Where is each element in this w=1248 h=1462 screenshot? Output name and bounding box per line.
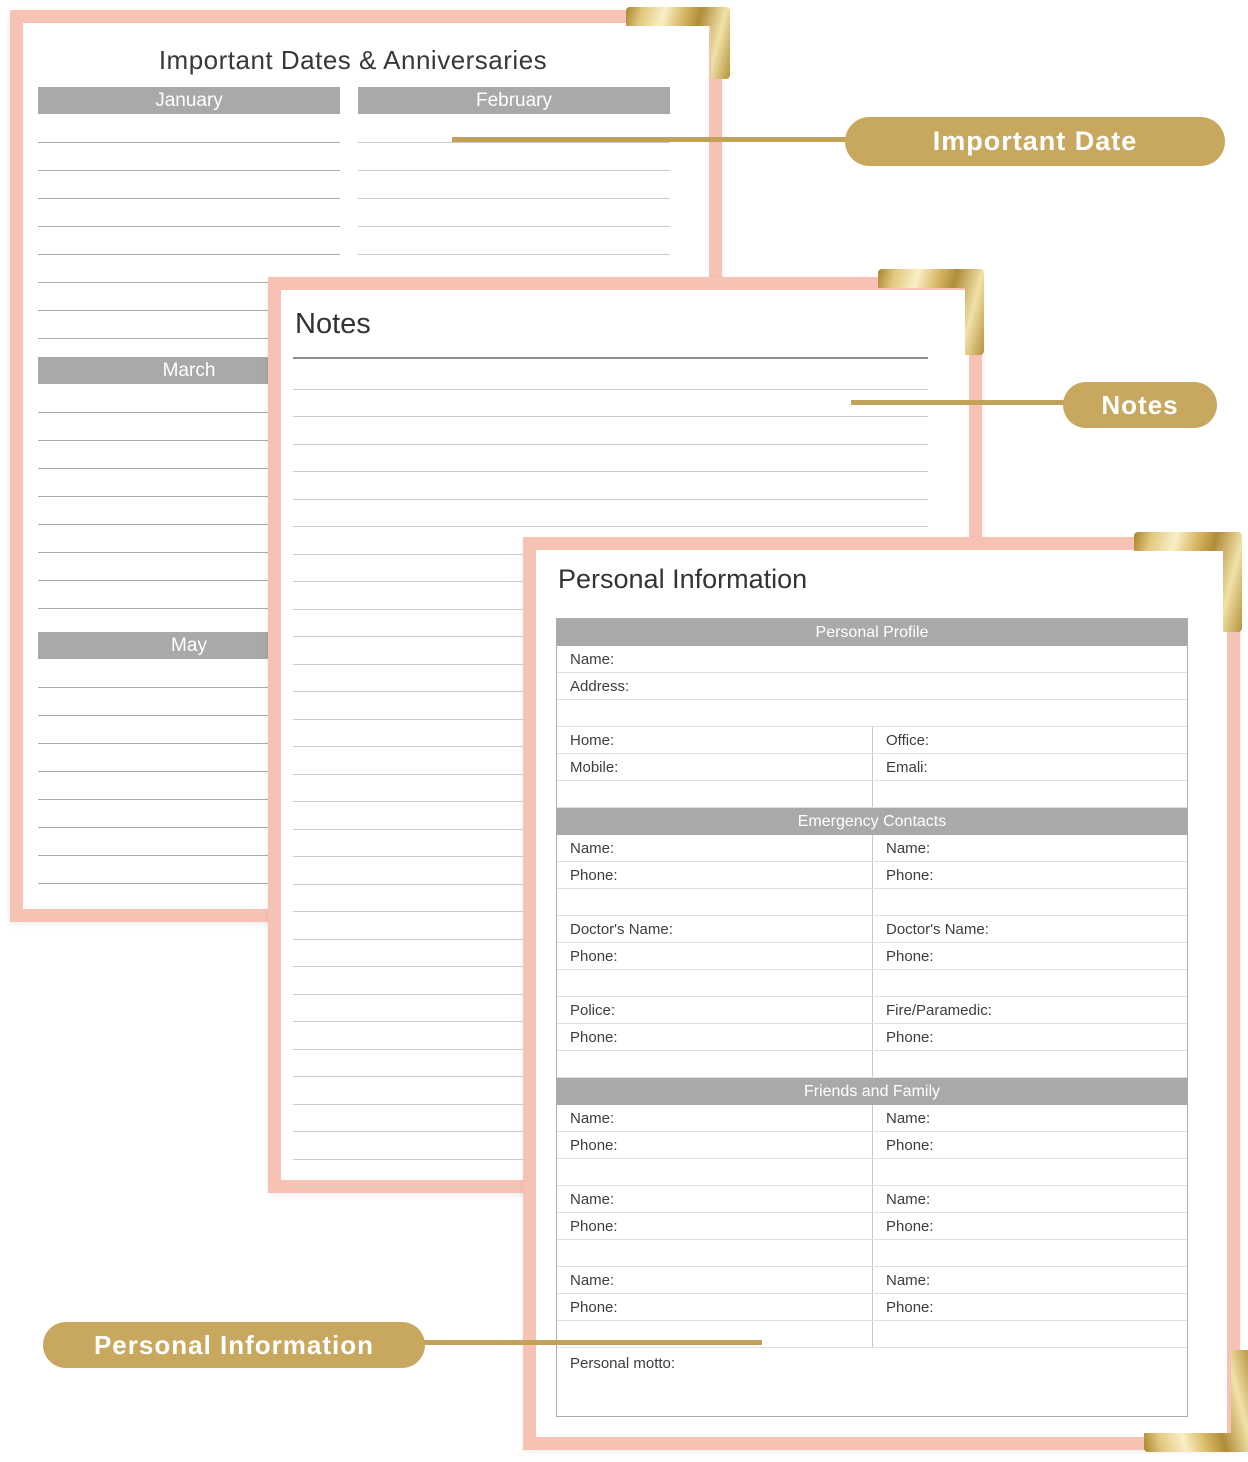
field-label: Fire/Paramedic: — [886, 1002, 992, 1019]
ruled-line — [293, 390, 928, 418]
personal-info-table — [556, 618, 1188, 1417]
month-header-may: May — [38, 632, 340, 659]
ruled-line — [293, 500, 928, 528]
form-field — [557, 1132, 872, 1158]
notes-page-title: Notes — [295, 308, 371, 340]
form-field — [872, 835, 1187, 861]
form-field — [557, 754, 872, 780]
callout-line-personal-information — [424, 1340, 762, 1345]
ruled-line — [358, 143, 670, 171]
form-row — [557, 1213, 1187, 1240]
empty-row — [557, 700, 1187, 727]
field-label: Phone: — [570, 867, 618, 884]
field-label: Name: — [570, 840, 615, 857]
ruled-line — [293, 445, 928, 473]
form-row — [557, 862, 1187, 889]
field-label: Name: — [570, 1191, 615, 1208]
field-label: Name: — [570, 651, 615, 668]
personal-motto-row — [557, 1348, 1187, 1416]
form-row — [557, 835, 1187, 862]
form-field — [557, 1213, 872, 1239]
field-label: Phone: — [570, 948, 618, 965]
field-label: Phone: — [570, 1137, 618, 1154]
form-field — [557, 1105, 872, 1131]
field-label: Name: — [886, 1191, 931, 1208]
form-field — [872, 1105, 1187, 1131]
field-label: Phone: — [570, 1299, 618, 1316]
empty-row — [557, 970, 1187, 997]
form-field — [557, 727, 872, 753]
field-label: Name: — [886, 1110, 931, 1127]
personal-information-sheet — [536, 550, 1227, 1437]
section-header-label: Emergency Contacts — [797, 813, 947, 830]
empty-row — [557, 1159, 1187, 1186]
empty-row — [557, 1240, 1187, 1267]
section-header — [557, 619, 1187, 646]
ruled-line — [38, 143, 340, 171]
form-field — [557, 1267, 872, 1293]
form-field — [557, 1024, 872, 1050]
form-field — [557, 916, 872, 942]
personal-page-title: Personal Information — [558, 564, 808, 594]
form-field — [557, 997, 872, 1023]
field-label: Name: — [570, 1110, 615, 1127]
field-label: Name: — [886, 840, 931, 857]
ruled-line — [38, 227, 340, 255]
callout-line-important-date — [452, 137, 850, 142]
form-field — [872, 916, 1187, 942]
empty-row — [557, 889, 1187, 916]
ruled-line — [38, 199, 340, 227]
form-row — [557, 1294, 1187, 1321]
field-label: Phone: — [570, 1218, 618, 1235]
ruled-line — [38, 115, 340, 143]
form-field — [872, 727, 1187, 753]
ruled-line — [293, 417, 928, 445]
form-row — [557, 1267, 1187, 1294]
form-field — [872, 1024, 1187, 1050]
empty-row — [557, 1051, 1187, 1078]
callout-badge-important-date: Important Date — [845, 117, 1225, 166]
field-label: Doctor's Name: — [886, 921, 989, 938]
form-field — [872, 1294, 1187, 1320]
ruled-line — [358, 171, 670, 199]
ruled-line — [358, 227, 670, 255]
form-field — [872, 1132, 1187, 1158]
form-row — [557, 943, 1187, 970]
field-label: Name: — [886, 1272, 931, 1289]
field-label: Phone: — [570, 1029, 618, 1046]
ruled-line — [358, 199, 670, 227]
form-field — [557, 1294, 872, 1320]
field-label: Doctor's Name: — [570, 921, 673, 938]
form-field — [557, 1186, 872, 1212]
form-field — [557, 835, 872, 861]
ruled-line — [293, 472, 928, 500]
field-label: Office: — [886, 732, 930, 749]
field-label: Emali: — [886, 759, 928, 776]
empty-row — [557, 781, 1187, 808]
form-field — [872, 1213, 1187, 1239]
callout-line-notes — [851, 400, 1066, 405]
form-row — [557, 727, 1187, 754]
field-label: Phone: — [886, 1029, 934, 1046]
field-label: Name: — [570, 1272, 615, 1289]
field-label: Phone: — [886, 948, 934, 965]
field-label: Address: — [570, 678, 630, 695]
form-row — [557, 997, 1187, 1024]
form-row — [557, 1105, 1187, 1132]
field-label: Home: — [570, 732, 615, 749]
dates-page-title: Important Dates & Anniversaries — [158, 45, 548, 75]
callout-badge-notes: Notes — [1063, 382, 1217, 428]
form-field — [557, 862, 872, 888]
month-header-march: March — [38, 357, 340, 384]
field-label: Mobile: — [570, 759, 619, 776]
field-label: Phone: — [886, 1137, 934, 1154]
month-header-february: February — [358, 87, 670, 114]
month-header-january: January — [38, 87, 340, 114]
ruled-line — [38, 171, 340, 199]
section-header — [557, 808, 1187, 835]
form-field — [872, 943, 1187, 969]
field-label: Personal motto: — [570, 1355, 676, 1372]
title-underline — [293, 357, 928, 359]
form-row — [557, 673, 1187, 700]
section-header-label: Friends and Family — [803, 1083, 941, 1100]
form-row — [557, 646, 1187, 673]
form-field — [872, 754, 1187, 780]
form-field — [872, 1267, 1187, 1293]
field-label: Phone: — [886, 1218, 934, 1235]
field-label: Police: — [570, 1002, 616, 1019]
form-row — [557, 754, 1187, 781]
form-field — [872, 862, 1187, 888]
form-row — [557, 916, 1187, 943]
callout-badge-personal-information: Personal Information — [43, 1322, 425, 1368]
section-header-label: Personal Profile — [815, 624, 929, 641]
form-row — [557, 1186, 1187, 1213]
field-label: Phone: — [886, 867, 934, 884]
personal-information-page — [523, 537, 1240, 1450]
form-row — [557, 1024, 1187, 1051]
ruled-line — [293, 362, 928, 390]
field-label: Phone: — [886, 1299, 934, 1316]
form-row — [557, 1132, 1187, 1159]
form-field — [557, 943, 872, 969]
form-field — [872, 1186, 1187, 1212]
form-field — [872, 997, 1187, 1023]
section-header — [557, 1078, 1187, 1105]
